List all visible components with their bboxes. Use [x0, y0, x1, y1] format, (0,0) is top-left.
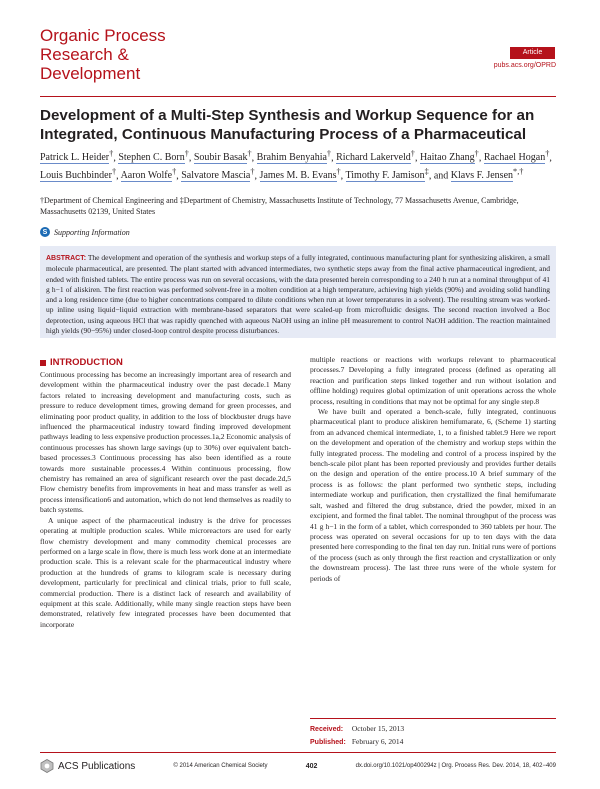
published-date: February 6, 2014	[351, 737, 404, 746]
author-affiliation-mark: †	[111, 166, 117, 176]
journal-name-line3: Development	[40, 64, 141, 83]
author-affiliation-mark: ‡	[424, 166, 429, 176]
paragraph: We have built and operated a bench-scale, fully integrated, continuous pharmaceutical plant to produce aliskiren hemifumarate, 6, (Scheme 1) starting from an advanced chemical intermediate, 1, to a finished tablet.9 Here we report on the development and operation of the chemistry and workup steps within the fully integrated process. The modeling and control of a process inspired by the bench-scale pilot plant has been reported previously and provides further details on the design and operation of the entire process.10 A brief summary of the process is as follows: the plant performed two synthetic steps, including intermediate workup and purification, then crystallized the final hemifumarate salt, washed and filtered the drug substance, dried the powder, mixed in an excipient, and formed the final tablet. The nominal throughput of the process was 41 g h−1 in the form of a tablet, which corresponded to 360 tablets per hour. The process was operated on several occasions for up to ten days with the data presented here corresponding to the final ten day run. Initial runs were of portions of the process (such as only through the first reaction and crystallization or only the downstream process). The last three runs were of the whole system for periods of	[310, 407, 556, 583]
paper-title: Development of a Multi-Step Synthesis and Workup Sequence for an Integrated, Continuous Manufacturing Process of a Pharmaceutical	[40, 107, 535, 143]
author-affiliation-mark: †	[184, 149, 189, 158]
author-name[interactable]: Timothy F. Jamison	[345, 170, 425, 182]
author-name[interactable]: Brahim Benyahia	[256, 152, 327, 164]
paragraph: multiple reactions or reactions with workups relevant to pharmaceutical processes.7 Developing a fully integrated process (defined as operating all reaction and purification steps linked together and run without isolation and offline holding) requires global optimization of unit operations across the whole process, resulting in conditions that may not be optimal for any single step.8	[310, 355, 556, 406]
author-name[interactable]: James M. B. Evans	[259, 170, 337, 182]
journal-url-link[interactable]: pubs.acs.org/OPRD	[493, 62, 556, 69]
author-affiliation-mark: †	[109, 149, 114, 158]
author-name[interactable]: Louis Buchbinder	[40, 170, 112, 182]
page-footer	[40, 752, 556, 773]
author-name[interactable]: Aaron Wolfe	[120, 170, 173, 182]
paragraph: A unique aspect of the pharmaceutical industry is the drive for processes operating at multiple production scales. While microreactors are used for early flow chemistry development and many commodity chemical processes are performed on a large scale in flow, there is much less work done at an intermediate production scale. This is a relevant scale for the pharmaceutical industry where production at the hundreds of grams to kilogram scale is necessary during development, particularly for preclinical and clinical trials, prior to full scale, commercial production. There is a distinct lack of research and availability of equipment at this scale. Additionally, while many single reaction steps have been demonstrated, relatively few integrated processes have been documented that incorporate	[40, 515, 291, 629]
section-heading-label: INTRODUCTION	[50, 357, 123, 368]
page-number: 402	[305, 762, 318, 770]
author-name[interactable]: Richard Lakerveld	[336, 152, 411, 164]
supporting-information-label: Supporting Information	[54, 227, 130, 237]
publication-dates	[310, 718, 556, 749]
section-heading-introduction	[40, 357, 123, 368]
author-name[interactable]: Haitao Zhang	[419, 152, 475, 164]
paragraph: Continuous processing has become an increasingly important area of research and development within the pharmaceutical industry over the past decade.1 Many factors related to increasing development and manufacturing costs, such as pressure to reduce development times, growing demand for green processes, and eliminating poor product quality, in addition to the loss of blockbuster drugs have influenced the pharmaceutical industry toward finding improved development pathways leading to less expensive production processes.1a,2 Economic analysis of continuous processes has shown large savings (up to 30%) over equivalent batch-based processes.3 Continuous processing has also been identified as a route towards more sustainable processes.4 Within continuous processing, flow chemistry has remained an area of significant research over the past decade.2d,5 Flow chemistry benefits from improvements in heat and mass transfer as well as process intensification6 and automation, which do not lend themselves as readily to batch systems.	[40, 370, 291, 515]
received-date: October 15, 2013	[351, 724, 405, 733]
copyright-notice: © 2014 American Chemical Society	[173, 763, 268, 769]
published-label: Published:	[310, 739, 346, 746]
author-name[interactable]: Salvatore Mascia	[181, 170, 251, 182]
supporting-information-link[interactable]	[40, 227, 130, 237]
author-affiliation-mark: †	[336, 166, 341, 176]
acs-publications-logo	[40, 759, 135, 773]
author-affiliation-mark: *,†	[513, 166, 524, 176]
received-label: Received:	[310, 726, 344, 733]
acs-hexagon-icon	[40, 759, 54, 773]
author-affiliation-mark: †	[474, 149, 479, 158]
journal-name-line2: Research &	[40, 45, 129, 64]
journal-name-line1: Organic Process	[40, 26, 166, 45]
affiliations: †Department of Chemical Engineering and ‡Department of Chemistry, Massachusetts Institute of Technology, 77 Massachusetts Avenue, Cambridge, Massachusetts 02139, United States	[40, 196, 519, 216]
right-column	[310, 355, 556, 584]
author-name[interactable]: Klavs F. Jensen	[450, 170, 514, 182]
author-affiliation-mark: †	[250, 166, 255, 176]
author-list: Patrick L. Heider†, Stephen C. Born†, Soubir Basak†, Brahim Benyahia†, Richard Lakerveld†, Haitao Zhang†, Rachael Hogan†, Louis Buchbinder†, Aaron Wolfe†, Salvatore Mascia†, James M. B. Evans†, Timothy F. Jamison‡, and Klavs F. Jensen*,†	[40, 149, 552, 182]
abstract-label: ABSTRACT:	[46, 255, 87, 262]
left-column	[40, 370, 291, 630]
author-name[interactable]: Patrick L. Heider	[40, 152, 110, 164]
author-affiliation-mark: †	[326, 149, 332, 158]
publisher-name: ACS Publications	[58, 760, 136, 772]
journal-name	[40, 26, 220, 83]
section-marker-icon	[40, 360, 46, 366]
abstract-box	[40, 246, 556, 338]
author-name[interactable]: Stephen C. Born	[118, 152, 185, 164]
author-affiliation-mark: †	[410, 149, 415, 158]
author-affiliation-mark: †	[172, 166, 177, 176]
author-affiliation-mark: †	[247, 149, 252, 158]
author-name[interactable]: Rachael Hogan	[483, 152, 546, 164]
citation-doi-link[interactable]: dx.doi.org/10.1021/op400294z | Org. Process Res. Dev. 2014, 18, 402−409	[355, 763, 556, 769]
supporting-info-icon: S	[40, 227, 50, 237]
abstract-text: The development and operation of the synthesis and workup steps of a fully integrated, continuous manufacturing plant for synthesizing aliskiren, a small molecule pharmaceutical, are presented. The plant started with advanced intermediates, two synthetic steps away from the final active pharmaceutical ingredient, and ended with finished tablets. The entire process was run on several occasions, with the data presented herein corresponding to a 240 h run at a nominal throughput of 41 g h−1 of aliskiren. The first reaction was performed solvent-free in a molten condition at a high temperature, achieving high yields (90%) and avoiding solid handling and a long residence time (due to higher concentrations compared to dilute conditions when run at lower temperatures in a solvent). The resulting stream was worked-up inline using liquid−liquid extraction with membrane-based separators that were scaled-up from microfluidic designs. The second reaction involved a Boc deprotection, using aqueous HCl that was rapidly quenched with aqueous NaOH using an inline pH measurement to control NaOH addition. The reaction maintained high yields (90−95%) under closed-loop control despite process disturbances.	[46, 253, 550, 336]
article-type-badge: Article	[510, 47, 555, 59]
author-affiliation-mark: †	[545, 149, 550, 158]
author-name[interactable]: Soubir Basak	[193, 152, 248, 164]
header-divider	[40, 96, 556, 97]
